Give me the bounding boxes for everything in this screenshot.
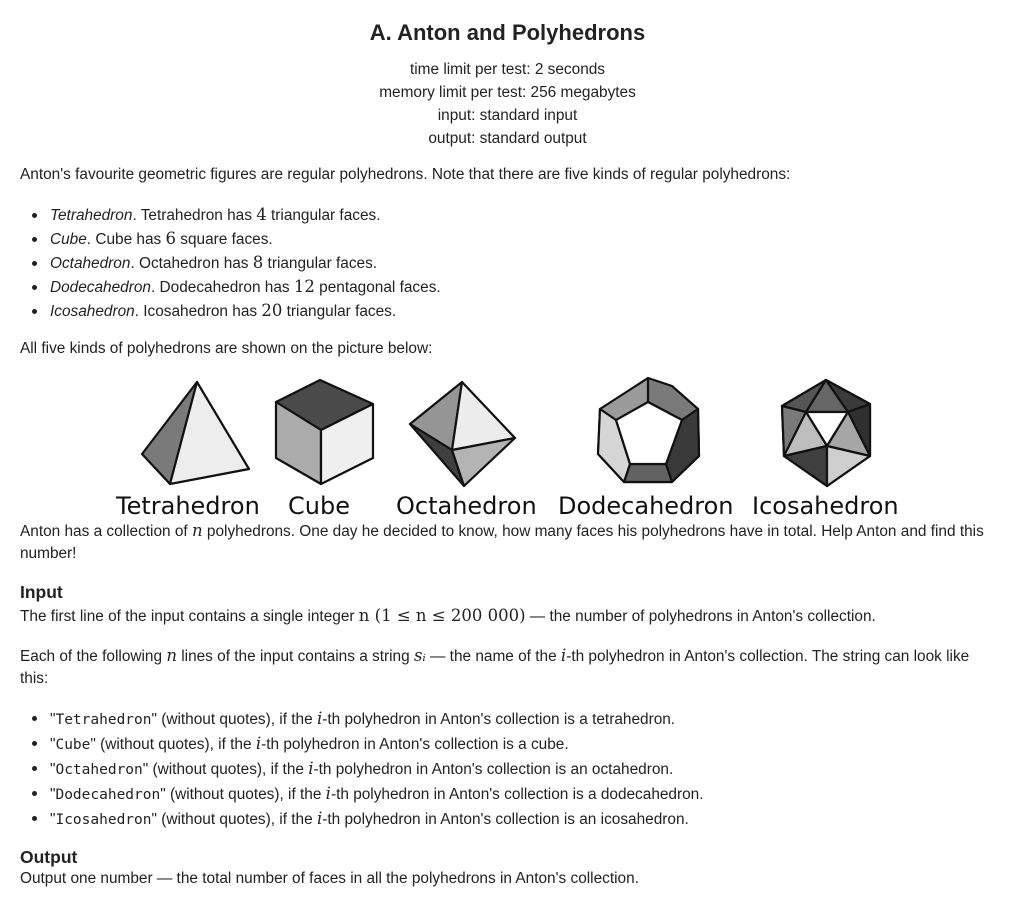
list-item: Octahedron. Octahedron has 8 triangular faces. xyxy=(20,251,995,275)
label-icosahedron: Icosahedron xyxy=(752,492,899,520)
label-octahedron: Octahedron xyxy=(396,492,537,520)
polyhedron-kinds-list xyxy=(20,203,995,323)
problem-title: A. Anton and Polyhedrons xyxy=(369,20,646,45)
time-limit: time limit per test: 2 seconds xyxy=(409,61,606,78)
octahedron-shape xyxy=(410,382,515,486)
label-dodecahedron: Dodecahedron xyxy=(558,492,734,520)
picture-intro: All five kinds of polyhedrons are shown on the picture below: xyxy=(20,340,433,357)
problem-limits xyxy=(20,58,995,150)
tetrahedron-shape xyxy=(142,382,249,484)
list-item: "Cube" (without quotes), if the i-th polyhedron in Anton's collection is a cube. xyxy=(20,731,995,756)
output-spec: output: standard output xyxy=(428,130,587,147)
memory-limit: memory limit per test: 256 megabytes xyxy=(379,84,636,101)
input-line-1: The first line of the input contains a single integer n (1 ≤ n ≤ 200 000) — the number of polyhedrons in Anton's collection. xyxy=(20,606,876,625)
list-item: Icosahedron. Icosahedron has 20 triangular faces. xyxy=(20,299,995,323)
list-item: "Tetrahedron" (without quotes), if the i-th polyhedron in Anton's collection is a tetrahedron. xyxy=(20,706,995,731)
label-tetrahedron: Tetrahedron xyxy=(116,492,260,520)
input-spec: input: standard input xyxy=(437,107,578,124)
output-text: Output one number — the total number of faces in all the polyhedrons in Anton's collection. xyxy=(20,870,639,887)
cube-shape xyxy=(276,380,373,484)
output-heading: Output xyxy=(20,847,78,867)
input-heading: Input xyxy=(20,582,63,602)
input-options-list xyxy=(20,706,995,831)
polyhedrons-figure xyxy=(20,374,995,522)
polyhedrons-illustration xyxy=(20,374,995,494)
dodecahedron-shape xyxy=(598,378,699,482)
story-paragraph: Anton has a collection of n polyhedrons. One day he decided to know, how many faces his polyhedrons have in total. Help Anton and find this number! xyxy=(20,521,984,562)
list-item: "Dodecahedron" (without quotes), if the i-th polyhedron in Anton's collection is a dodecahedron. xyxy=(20,781,995,806)
input-line-2: Each of the following n lines of the input contains a string sᵢ — the name of the i-th polyhedron in Anton's collection. The string can look like this: xyxy=(20,646,970,687)
list-item: Cube. Cube has 6 square faces. xyxy=(20,227,995,251)
list-item: "Icosahedron" (without quotes), if the i-th polyhedron in Anton's collection is an icosahedron. xyxy=(20,806,995,831)
list-item: "Octahedron" (without quotes), if the i-th polyhedron in Anton's collection is an octahedron. xyxy=(20,756,995,781)
list-item: Dodecahedron. Dodecahedron has 12 pentagonal faces. xyxy=(20,275,995,299)
intro-paragraph: Anton's favourite geometric figures are regular polyhedrons. Note that there are five kinds of regular polyhedrons: xyxy=(20,166,791,183)
icosahedron-shape xyxy=(782,380,870,486)
label-cube: Cube xyxy=(288,492,350,520)
list-item: Tetrahedron. Tetrahedron has 4 triangular faces. xyxy=(20,203,995,227)
